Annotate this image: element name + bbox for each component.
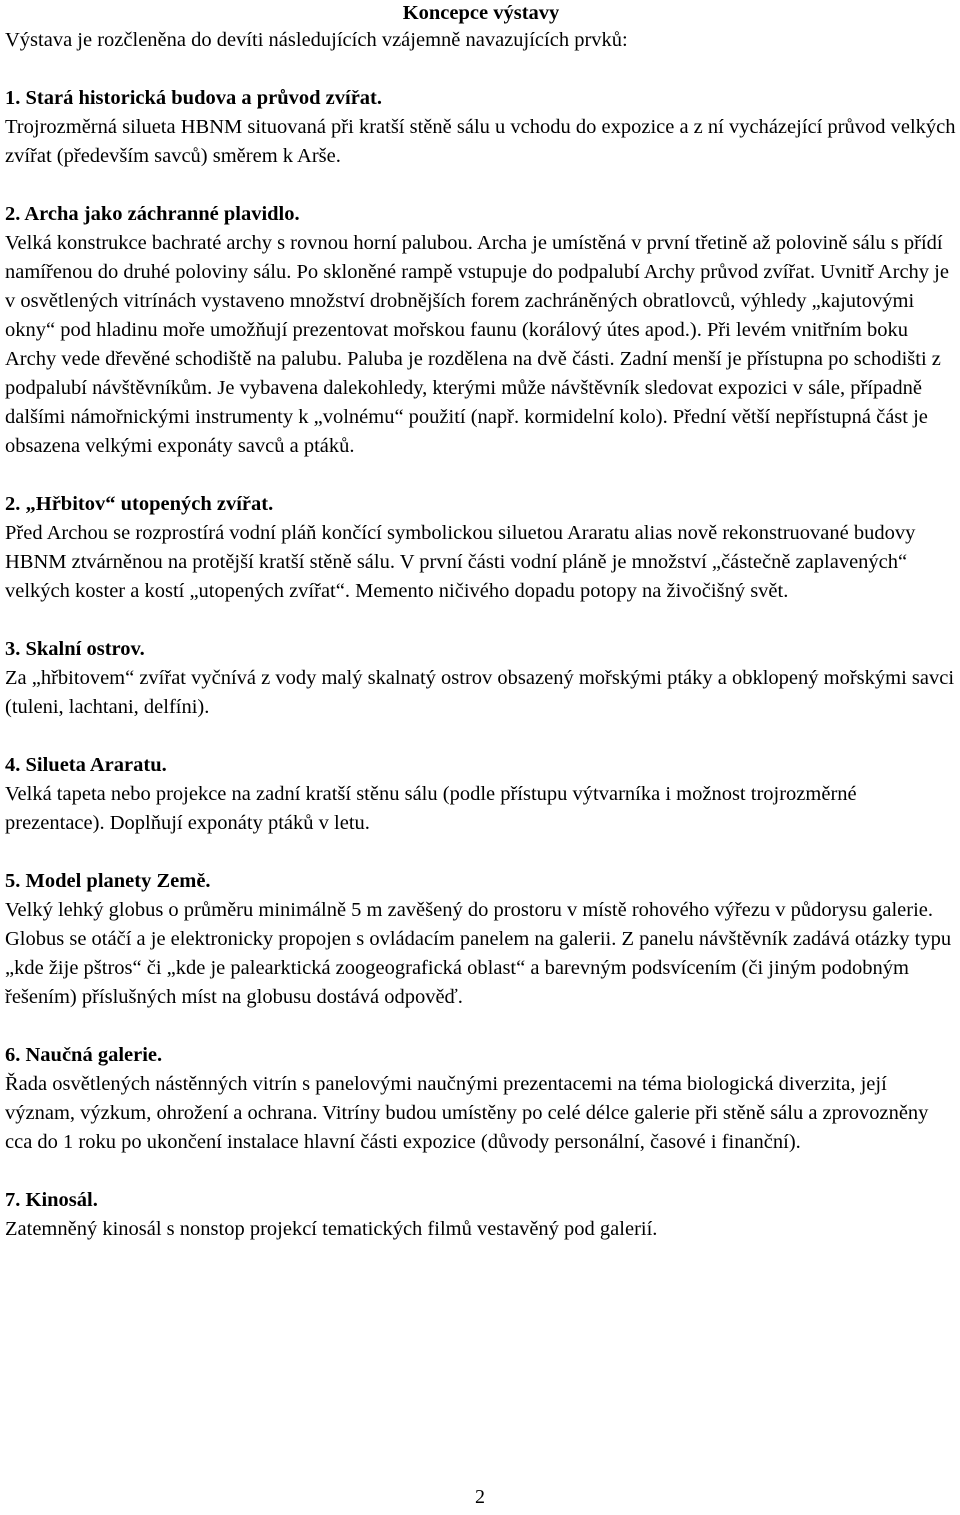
section-text: Velký lehký globus o průměru minimálně 5 m zavěšený do prostoru v místě rohového výřezu v půdorysu galerie. Globus se otáčí a je elektronicky propojen s ovládacím panelem na galerii. Z panelu návštěvník zadává otázky typu „kde žije pštros“ či „kde je palearktická zoogeografická oblast“ a barevným podsvícením (či jiným podobným řešením) příslušných míst na globusu dostává odpověď. (5, 899, 952, 1008)
section-7 (5, 1041, 957, 1157)
section-text: Velká konstrukce bachraté archy s rovnou horní palubou. Archa je umístěná v první třetině až polovině sálu s přídí namířenou do druhé poloviny sálu. Po skloněné rampě vstupuje do podpalubí Archy průvod zvířat. Uvnitř Archy je v osvětlených vitrínách vystaveno množství drobnějších forem zachráněných obratlovců, výhledy „kajutovými okny“ pod hladinu moře umožňují prezentovat mořskou faunu (korálový útes apod.). Při levém vnitřním boku Archy vede dřevěné schodiště na palubu. Paluba je rozdělena na dvě části. Zadní menší je přístupna po schodišti z podpalubí návštěvníkům. Je vybavena dalekohledy, kterými může návštěvník sledovat expozici v sále, případně dalšími námořnickými instrumenty k „volnému“ použití (např. kormidelní kolo). Přední větší nepřístupná část je obsazena velkými exponáty savců a ptáků. (5, 232, 949, 457)
spacer (5, 171, 957, 200)
section-heading: 6. Naučná galerie. (5, 1044, 163, 1066)
section-1 (5, 84, 957, 171)
document-intro: Výstava je rozčleněna do devíti následujících vzájemně navazujících prvků: (5, 29, 628, 51)
section-heading: 4. Silueta Araratu. (5, 754, 167, 776)
section-5 (5, 751, 957, 838)
section-heading: 7. Kinosál. (5, 1189, 98, 1211)
section-heading: 2. „Hřbitov“ utopených zvířat. (5, 493, 274, 515)
spacer (5, 1012, 957, 1041)
spacer (5, 461, 957, 490)
section-2 (5, 200, 957, 461)
section-heading: 1. Stará historická budova a průvod zvířat. (5, 87, 382, 109)
section-text: Za „hřbitovem“ zvířat vyčnívá z vody malý skalnatý ostrov obsazený mořskými ptáky a obklopený mořskými savci (tuleni, lachtani, delfíni). (5, 667, 955, 718)
section-text: Řada osvětlených nástěnných vitrín s panelovými naučnými prezentacemi na téma biologická diverzita, její význam, výzkum, ohrožení a ochrana. Vitríny budou umístěny po celé délce galerie při stěně sálu a zprovozněny cca do 1 roku po ukončení instalace hlavní části expozice (důvody personální, časové i finanční). (5, 1073, 929, 1153)
section-text: Zatemněný kinosál s nonstop projekcí tematických filmů vestavěný pod galerií. (5, 1218, 658, 1240)
spacer (5, 606, 957, 635)
section-heading: 3. Skalní ostrov. (5, 638, 145, 660)
document-page (5, 0, 957, 1244)
section-8 (5, 1186, 957, 1244)
page-number: 2 (475, 1486, 485, 1508)
section-heading: 2. Archa jako záchranné plavidlo. (5, 203, 300, 225)
document-title: Koncepce výstavy (402, 2, 560, 24)
section-6 (5, 867, 957, 1012)
spacer (5, 838, 957, 867)
section-4 (5, 635, 957, 722)
spacer (5, 722, 957, 751)
spacer (5, 1157, 957, 1186)
section-text: Velká tapeta nebo projekce na zadní kratší stěnu sálu (podle přístupu výtvarníka i možnost trojrozměrné prezentace). Doplňují exponáty ptáků v letu. (5, 783, 857, 834)
spacer (5, 55, 957, 84)
section-text: Před Archou se rozprostírá vodní pláň končící symbolickou siluetou Araratu alias nově rekonstruované budovy HBNM ztvárněnou na protější kratší stěně sálu. V první části vodní pláně je množství „částečně zaplavených“ velkých koster a kostí „utopených zvířat“. Memento ničivého dopadu potopy na živočišný svět. (5, 522, 916, 602)
section-text: Trojrozměrná silueta HBNM situovaná při kratší stěně sálu u vchodu do expozice a z ní vycházející průvod velkých zvířat (především savců) směrem k Arše. (5, 116, 956, 167)
section-3 (5, 490, 957, 606)
section-heading: 5. Model planety Země. (5, 870, 211, 892)
